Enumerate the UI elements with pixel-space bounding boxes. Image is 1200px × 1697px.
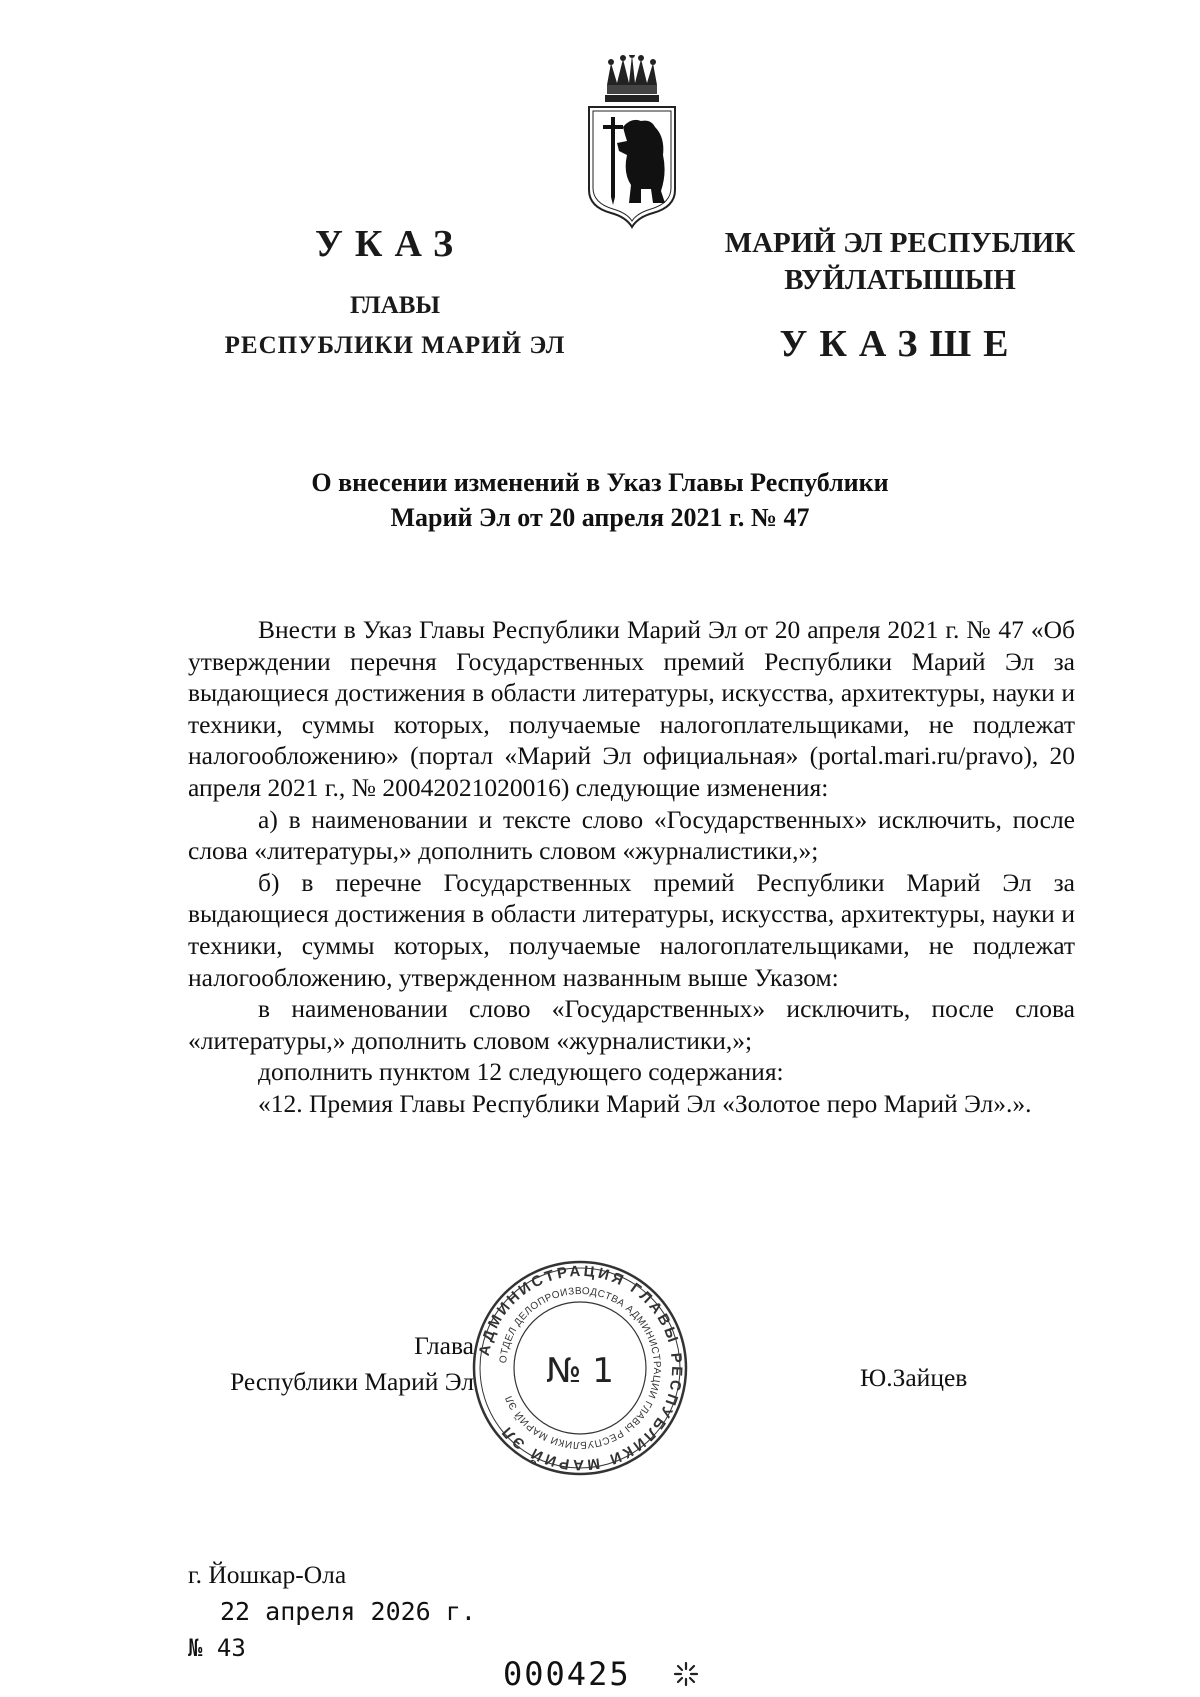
city: г. Йошкар-Ола	[188, 1560, 347, 1589]
stamp-outer-text: АДМИНИСТРАЦИЯ ГЛАВЫ РЕСПУБЛИКИ МАРИЙ ЭЛ	[475, 1262, 686, 1474]
title-line1: О внесении изменений в Указ Главы Республики	[311, 468, 889, 497]
paragraph-2: а) в наименовании и тексте слово «Государственных» исключить, после слова «литературы,» дополнить словом «журналистики,»;	[188, 804, 1075, 866]
official-stamp	[470, 1258, 690, 1478]
coat-of-arms-emblem	[583, 55, 681, 230]
document-date: 22 апреля 2026 г.	[220, 1597, 476, 1626]
signatory-role-line2: Республики Марий Эл	[230, 1367, 474, 1396]
document-body	[188, 614, 1075, 1120]
mari-header-line1: МАРИЙ ЭЛ РЕСПУБЛИК	[724, 227, 1076, 259]
paragraph-4: в наименовании слово «Государственных» исключить, после слова «литературы,» дополнить словом «журналистики,»;	[188, 994, 1075, 1055]
mari-header-line2: ВУЙЛАТЫШЫН	[784, 264, 1016, 296]
paragraph-6: «12. Премия Главы Республики Марий Эл «Золотое перо Марий Эл».».	[258, 1088, 1032, 1118]
head-label: ГЛАВЫ	[349, 292, 441, 319]
signatory-name: Ю.Зайцев	[860, 1363, 968, 1392]
republic-name: РЕСПУБЛИКИ МАРИЙ ЭЛ	[224, 332, 566, 359]
decree-heading: УКАЗ	[315, 223, 465, 265]
stamp-number: № 1	[546, 1351, 614, 1391]
stamp-inner-text: ОТДЕЛ ДЕЛОПРОИЗВОДСТВА АДМИНИСТРАЦИИ ГЛАВЫ РЕСПУБЛИКИ МАРИЙ ЭЛ	[498, 1285, 663, 1451]
paragraph-5: дополнить пунктом 12 следующего содержания:	[258, 1057, 784, 1087]
serial-number: 000425	[503, 1655, 631, 1693]
decree-heading-mari: УКАЗШЕ	[779, 323, 1021, 365]
mari-header	[700, 225, 1100, 299]
signatory-role-line1: Глава	[414, 1331, 474, 1360]
document-number: № 43	[188, 1634, 246, 1662]
paragraph-1: Внести в Указ Главы Республики Марий Эл от 20 апреля 2021 г. № 47 «Об утверждении перечня Государственных премий Республики Марий Эл за выдающиеся достижения в области литературы, искусства, архитектуры, науки и техники, суммы которых, получаемые налогоплательщиками, не подлежат налогообложению» (портал «Марий Эл официальная» (portal.mari.ru/pravo), 20 апреля 2021 г., № 20042021020016) следующие изменения:	[188, 615, 1075, 802]
signatory-role	[230, 1328, 474, 1400]
paragraph-3: б) в перечне Государственных премий Республики Марий Эл за выдающиеся достижения в области литературы, искусства, архитектуры, науки и техники, суммы которых, получаемые налогоплательщиками, не подлежат налогообложению, утвержденном названным выше Указом:	[188, 867, 1075, 992]
title-line2: Марий Эл от 20 апреля 2021 г. № 47	[390, 503, 810, 532]
asterisk-mark-icon	[673, 1661, 699, 1687]
document-title	[240, 465, 960, 535]
